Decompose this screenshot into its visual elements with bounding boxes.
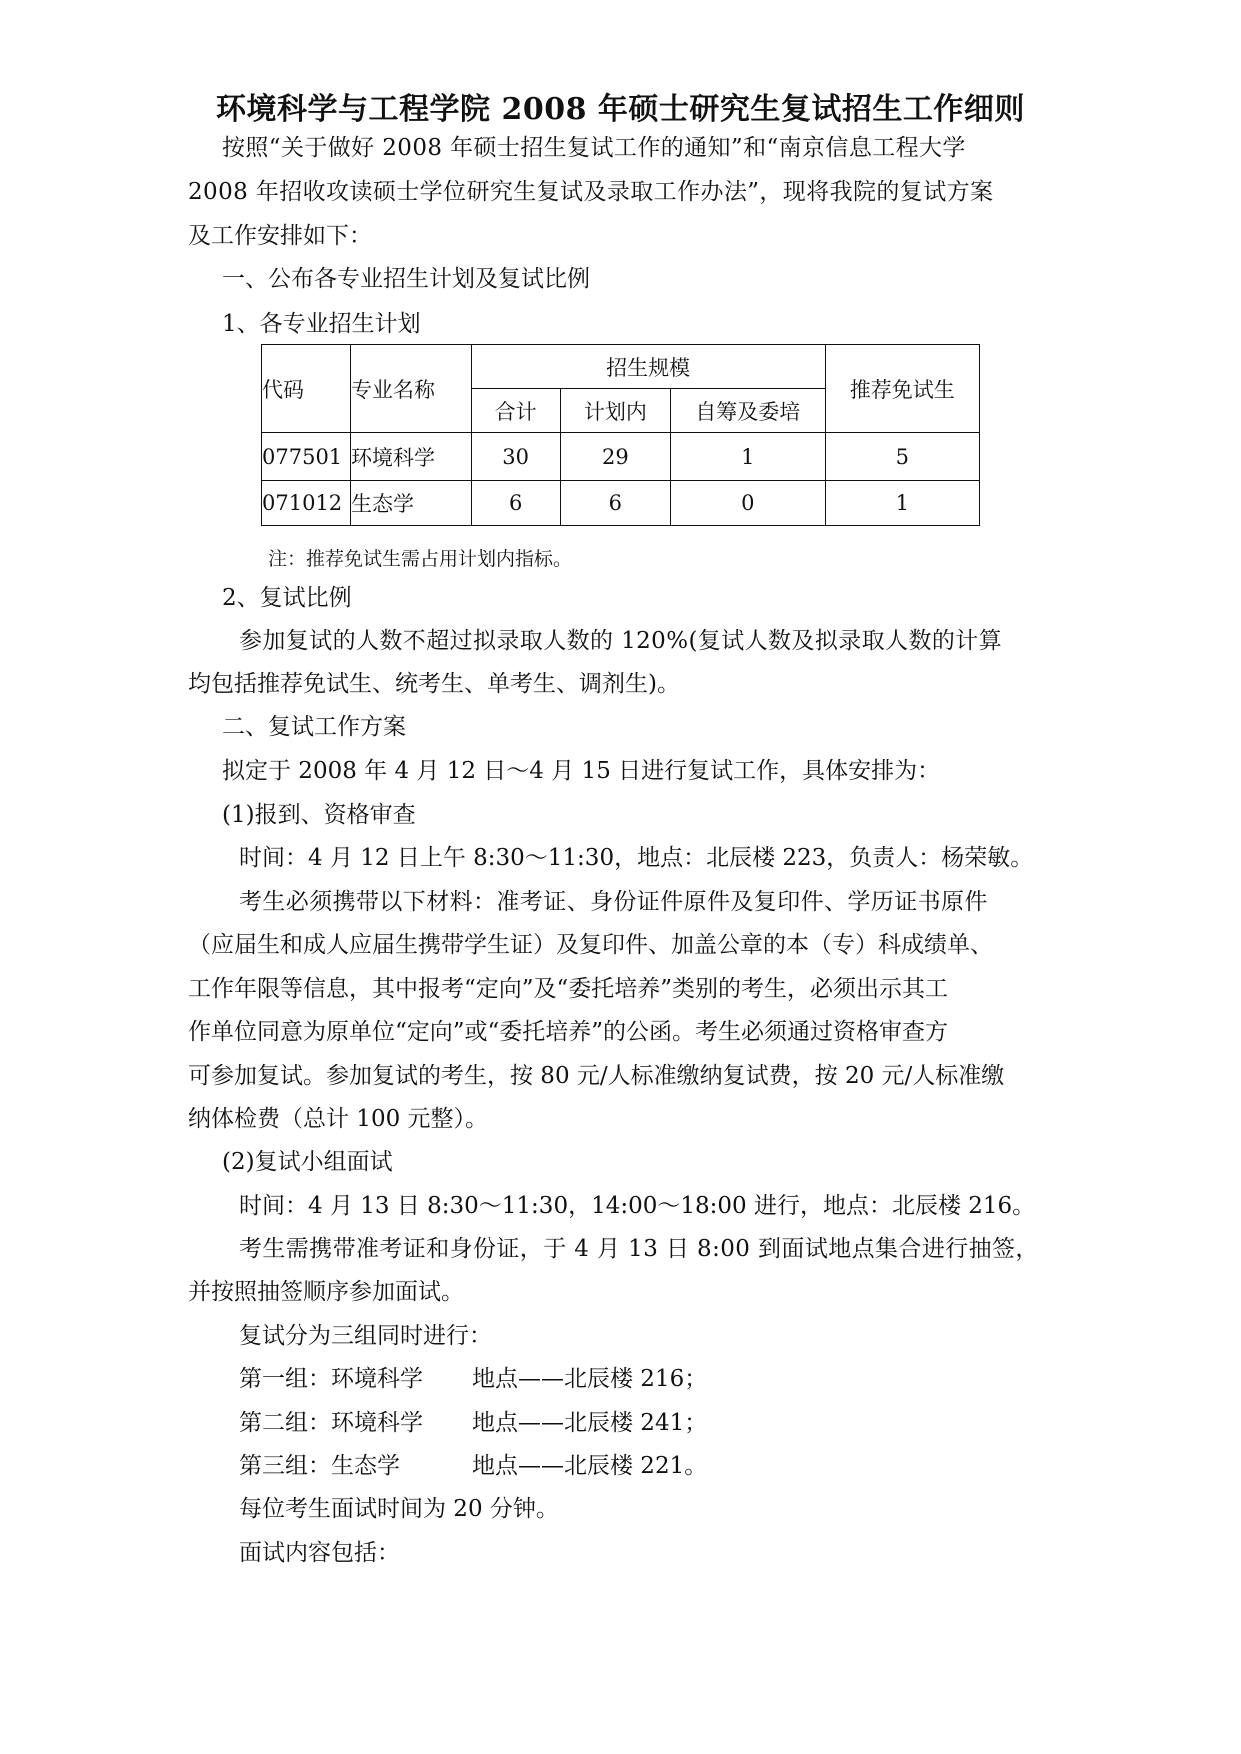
materials-line-3: 工作年限等信息，其中报考“定向”及“委托培养”类别的考生，必须出示其工 (188, 976, 949, 1002)
materials-line-4: 作单位同意为原单位“定向”或“委托培养”的公函。考生必须通过资格审查方 (188, 1019, 949, 1045)
group-3-label: 第三组：生态学 (239, 1453, 400, 1479)
cell-self-funded: 0 (671, 480, 825, 525)
table-note: 注：推荐免试生需占用计划内指标。 (268, 548, 573, 570)
intro-line-1: 按照“关于做好 2008 年硕士招生复试工作的通知”和“南京信息工程大学 (222, 135, 966, 161)
ratio-line-1: 参加复试的人数不超过拟录取人数的 120%(复试人数及拟录取人数的计算 (239, 628, 1003, 654)
header-in-plan: 计划内 (560, 389, 670, 433)
document-title: 环境科学与工程学院 2008 年硕士研究生复试招生工作细则 (216, 92, 1025, 127)
groups-intro: 复试分为三组同时进行： (239, 1323, 492, 1349)
lottery-line-1: 考生需携带准考证和身份证，于 4 月 13 日 8:00 到面试地点集合进行抽签， (239, 1236, 1039, 1262)
cell-total: 6 (471, 480, 560, 525)
group-2-label: 第二组：环境科学 (239, 1410, 423, 1436)
section2-heading: 二、复试工作方案 (222, 714, 406, 740)
header-total: 合计 (471, 389, 560, 433)
item1-time: 时间：4 月 12 日上午 8:30～11:30，地点：北辰楼 223，负责人：杨荣敏。 (239, 845, 1034, 871)
materials-line-1: 考生必须携带以下材料：准考证、身份证件原件及复印件、学历证书原件 (239, 889, 988, 915)
cell-self-funded: 1 (671, 433, 825, 480)
materials-line-5: 可参加复试。参加复试的考生，按 80 元/人标准缴纳复试费，按 20 元/人标准缴 (188, 1063, 1005, 1089)
cell-total: 30 (471, 433, 560, 480)
materials-line-2: （应届生和成人应届生携带学生证）及复印件、加盖公章的本（专）科成绩单、 (188, 932, 993, 958)
header-self-funded: 自筹及委培 (671, 389, 825, 433)
item1-title: (1)报到、资格审查 (222, 802, 416, 828)
cell-exempt: 1 (825, 480, 979, 525)
intro-line-2: 2008 年招收攻读硕士学位研究生复试及录取工作办法”，现将我院的复试方案 (188, 179, 994, 205)
group-1-label: 第一组：环境科学 (239, 1366, 423, 1392)
cell-name: 环境科学 (350, 433, 471, 480)
section1-heading: 一、公布各专业招生计划及复试比例 (222, 266, 590, 292)
cell-in-plan: 6 (560, 480, 670, 525)
item2-title: (2)复试小组面试 (222, 1149, 393, 1175)
table-row (262, 433, 980, 480)
enrollment-plan-table (261, 344, 980, 526)
cell-code: 077501 (262, 433, 351, 480)
section1-sub1: 1、各专业招生计划 (222, 311, 421, 337)
item2-time: 时间：4 月 13 日 8:30～11:30，14:00～18:00 进行，地点：北辰楼 216。 (239, 1193, 1036, 1219)
header-code: 代码 (262, 345, 351, 433)
interview-duration: 每位考生面试时间为 20 分钟。 (239, 1496, 559, 1522)
group-2-place: 地点——北辰楼 241； (472, 1410, 708, 1436)
table-row (262, 480, 980, 525)
header-scale: 招生规模 (471, 345, 825, 389)
cell-code: 071012 (262, 480, 351, 525)
section1-sub2: 2、复试比例 (222, 585, 352, 611)
cell-name: 生态学 (350, 480, 471, 525)
materials-line-6: 纳体检费（总计 100 元整）。 (188, 1106, 489, 1132)
lottery-line-2: 并按照抽签顺序参加面试。 (188, 1279, 464, 1305)
cell-in-plan: 29 (560, 433, 670, 480)
header-name: 专业名称 (350, 345, 471, 433)
cell-exempt: 5 (825, 433, 979, 480)
schedule-line: 拟定于 2008 年 4 月 12 日～4 月 15 日进行复试工作，具体安排为： (222, 758, 941, 784)
group-1-place: 地点——北辰楼 216； (472, 1366, 708, 1392)
header-exempt: 推荐免试生 (825, 345, 979, 433)
ratio-line-2: 均包括推荐免试生、统考生、单考生、调剂生)。 (188, 671, 680, 697)
intro-line-3: 及工作安排如下： (188, 223, 372, 249)
interview-content-intro: 面试内容包括： (239, 1540, 400, 1566)
group-3-place: 地点——北辰楼 221。 (472, 1453, 708, 1479)
